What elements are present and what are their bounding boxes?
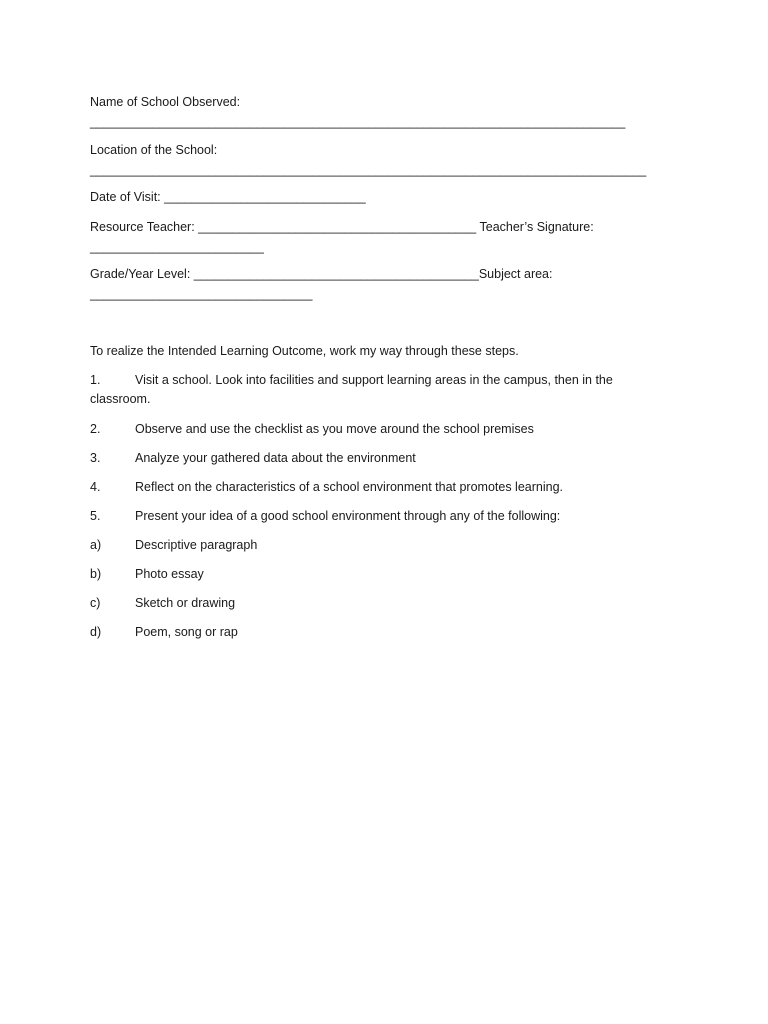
option-letter: d) — [90, 625, 102, 639]
location-label: Location of the School: — [90, 143, 218, 157]
option-letter: a) — [90, 538, 102, 552]
list-item-number: 5. — [90, 509, 101, 523]
date-label: Date of Visit: — [90, 190, 161, 204]
teacher-signature-label: Teacher’s Signature: — [479, 220, 594, 234]
option-item — [90, 595, 235, 611]
location-blank: ________________________________________________________________________________ — [90, 163, 647, 177]
list-item-number: 1. — [90, 373, 101, 387]
list-item — [90, 421, 534, 437]
option-letter: b) — [90, 567, 102, 581]
subject-blank: ________________________________ — [90, 287, 313, 301]
resource-teacher-blank: ________________________________________ — [198, 220, 477, 234]
option-text: Descriptive paragraph — [135, 538, 258, 552]
resource-teacher-field — [90, 219, 594, 235]
list-item-number: 2. — [90, 422, 101, 436]
option-text: Photo essay — [135, 567, 204, 581]
grade-label: Grade/Year Level: — [90, 267, 191, 281]
list-item — [90, 450, 416, 466]
list-item-text: Present your idea of a good school environment through any of the following: — [135, 509, 561, 523]
grade-blank: _________________________________________ — [193, 267, 479, 281]
list-item-text: Reflect on the characteristics of a school environment that promotes learning. — [135, 480, 563, 494]
subject-label: Subject area: — [478, 267, 553, 281]
instructions-intro: To realize the Intended Learning Outcome, work my way through these steps. — [90, 344, 519, 358]
list-item-continuation: classroom. — [90, 392, 151, 406]
date-of-visit-field — [90, 189, 366, 205]
list-item-text: Analyze your gathered data about the environment — [135, 451, 416, 465]
option-text: Sketch or drawing — [135, 596, 236, 610]
grade-level-field — [90, 266, 553, 282]
list-item — [90, 372, 613, 388]
list-item-number: 4. — [90, 480, 101, 494]
option-item — [90, 624, 238, 640]
resource-teacher-label: Resource Teacher: — [90, 220, 195, 234]
option-letter: c) — [90, 596, 101, 610]
teacher-signature-blank: _________________________ — [90, 240, 264, 254]
school-observed-blank: _____________________________________________________________________________ — [90, 115, 626, 129]
list-item — [90, 508, 560, 524]
date-blank: _____________________________ — [164, 190, 366, 204]
list-item — [90, 479, 563, 495]
list-item-text: Visit a school. Look into facilities and support learning areas in the campus, then in the — [135, 373, 613, 387]
list-item-number: 3. — [90, 451, 101, 465]
school-observed-label: Name of School Observed: — [90, 95, 241, 109]
list-item-text: Observe and use the checklist as you move around the school premises — [135, 422, 534, 436]
option-text: Poem, song or rap — [135, 625, 238, 639]
option-item — [90, 566, 204, 582]
option-item — [90, 537, 257, 553]
